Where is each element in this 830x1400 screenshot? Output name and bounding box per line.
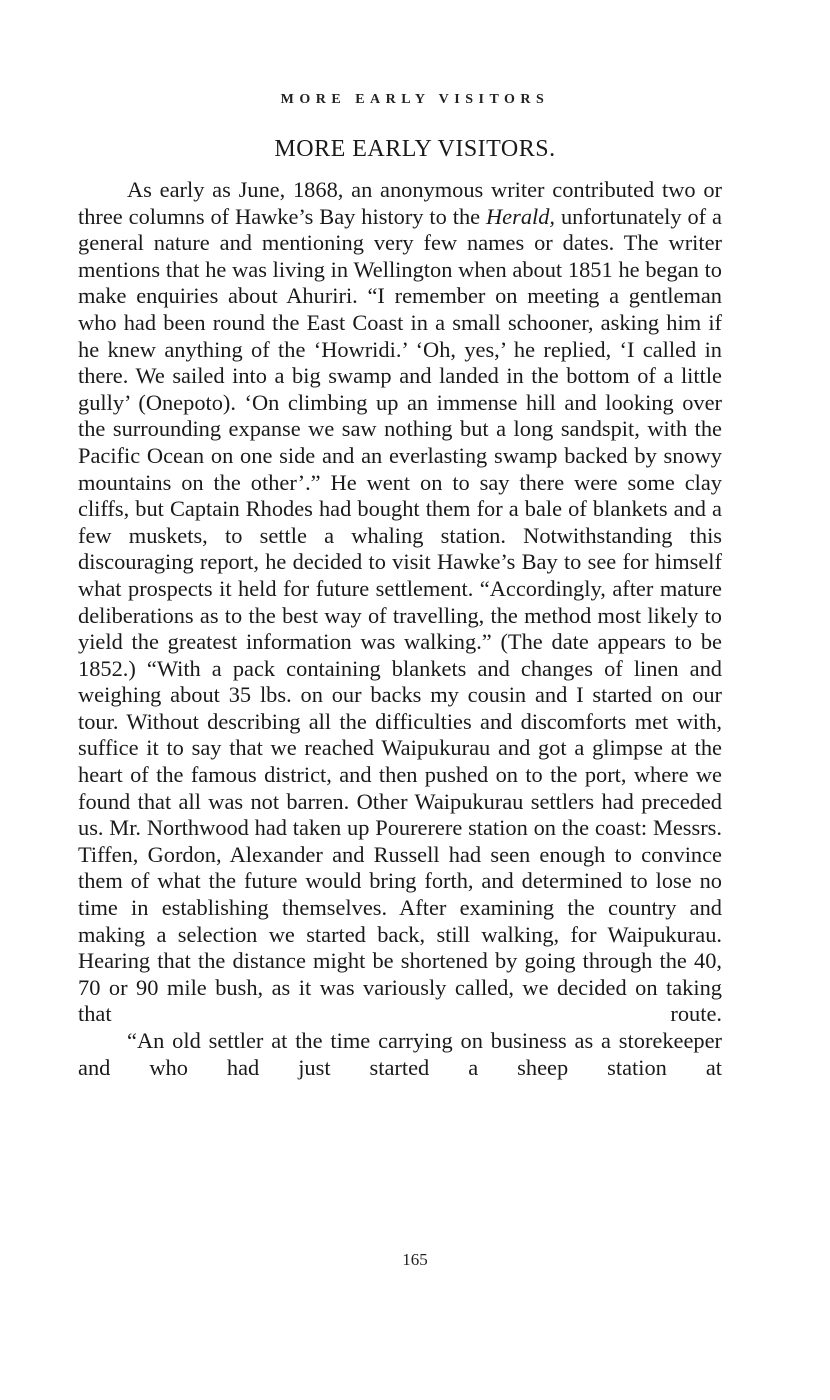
body-text: [78, 177, 722, 1081]
newspaper-title: Herald,: [486, 203, 556, 229]
paragraph-1-part-1: As early as June, 1868, an anonymous writer contributed two or three columns of Hawke’s Bay history to the: [78, 177, 722, 229]
chapter-title: MORE EARLY VISITORS.: [274, 136, 556, 162]
paragraph-2: “An old settler at the time carrying on business as a storekeeper and who had just started a sheep station at: [78, 1028, 722, 1080]
page-number: 165: [402, 1250, 428, 1269]
paragraph-1: [78, 177, 722, 1028]
running-head: MORE EARLY VISITORS: [280, 92, 550, 107]
paragraph-1-part-2: unfortunately of a general nature and mentioning very few names or dates. The writer mentions that he was living in Wellington when about 1851 he began to make enquiries about Ahuriri. “I remember on meeting a gentleman who had been round the East Coast in a small schooner, asking him if he knew anything of the ‘Howridi.’ ‘Oh, yes,’ he replied, ‘I called in there. We sailed into a big swamp and landed in the bottom of a little gully’ (Onepoto). ‘On climbing up an immense hill and looking over the surrounding expanse we saw nothing but a long sandspit, with the Pacific Ocean on one side and an everlasting swamp backed by snowy mountains on the other’.” He went on to say there were some clay cliffs, but Captain Rhodes had bought them for a bale of blankets and a few muskets, to settle a whaling station. Notwithstanding this discouraging report, he decided to visit Hawke’s Bay to see for himself what prospects it held for future settlement. “Accordingly, after mature deliberations as to the best way of travelling, the method most likely to yield the greatest information was walking.” (The date appears to be 1852.) “With a pack containing blankets and changes of linen and weighing about 35 lbs. on our backs my cousin and I started on our tour. Without describing all the difficulties and discomforts met with, suffice it to say that we reached Waipukurau and got a glimpse at the heart of the famous district, and then pushed on to the port, where we found that all was not barren. Other Waipukurau settlers had preceded us. Mr. Northwood had taken up Pourerere station on the coast: Messrs. Tiffen, Gordon, Alexander and Russell had seen enough to convince them of what the future would bring forth, and determined to lose no time in establishing themselves. After examining the country and making a selection we started back, still walking, for Waipukurau. Hearing that the distance might be shortened by going through the 40, 70 or 90 mile bush, as it was variously called, we decided on taking that route.: [78, 203, 722, 1027]
